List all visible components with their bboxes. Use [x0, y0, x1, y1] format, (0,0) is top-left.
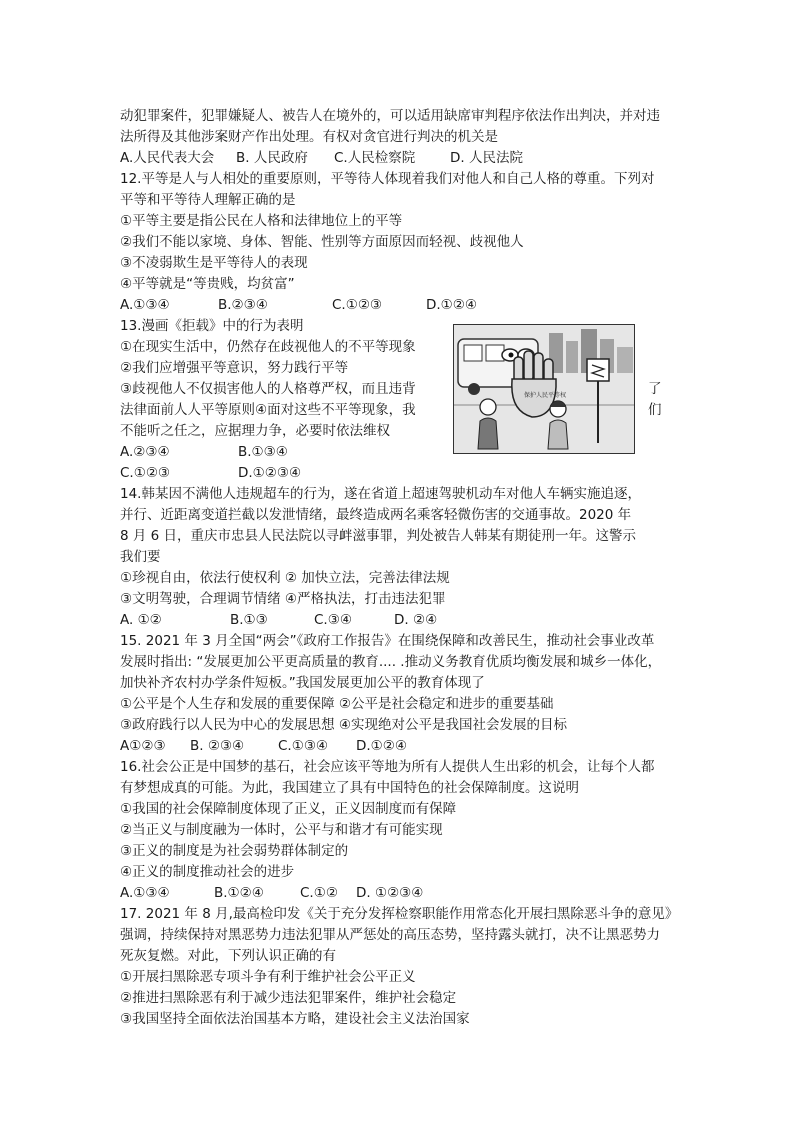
q16-option-b: B.①②④: [214, 885, 264, 901]
q14-line-4: 我们要: [120, 549, 161, 565]
q12-item-3: ③不凌弱欺生是平等待人的表现: [120, 255, 308, 271]
q17-line-1: 17. 2021 年 8 月,最高检印发《关于充分发挥检察职能作用常态化开展扫黑除恶斗争的意见》: [120, 906, 679, 922]
q16-item-4: ④正义的制度推动社会的进步: [120, 864, 295, 880]
q15-item-2: ③政府践行以人民为中心的发展思想 ④实现绝对公平是我国社会发展的目标: [120, 717, 567, 733]
q13-option-b: B.①③④: [238, 444, 288, 460]
q16-line-2: 有梦想成真的可能。为此，我国建立了具有中国特色的社会保障制度。这说明: [120, 780, 579, 796]
q15-option-c: C.①③④: [278, 738, 329, 754]
q12-option-c: C.①②③: [332, 297, 383, 313]
q15-item-1: ①公平是个人生存和发展的重要保障 ②公平是社会稳定和进步的重要基础: [120, 696, 554, 712]
q11-option-a: A.人民代表大会: [120, 150, 215, 166]
q13-item-3-e: 不能听之任之，应据理力争，必要时依法维权: [120, 423, 390, 439]
q12-stem-1: 12.平等是人与人相处的重要原则，平等待人体现着我们对他人和自己人格的尊重。下列对: [120, 171, 655, 187]
q11-option-c: C.人民检察院: [334, 150, 416, 166]
q15-options: [120, 736, 407, 756]
q13-item-1: ①在现实生活中，仍然存在歧视他人的不平等现象: [120, 339, 416, 355]
q11-line-2: 法所得及其他涉案财产作出处理。有权对贪官进行判决的机关是: [120, 129, 498, 145]
q15-line-3: 加快补齐农村办学条件短板。”我国发展更加公平的教育体现了: [120, 675, 485, 691]
q14-line-1: 14.韩某因不满他人违规超车的行为，遂在省道上超速驾驶机动车对他人车辆实施追逐，: [120, 486, 641, 502]
q12-option-a: A.①③④: [120, 297, 170, 313]
q13-options-row-1: [120, 442, 288, 462]
q15-line-2: 发展时指出: “发展更加公平更高质量的教育.... .推动义务教育优质均衡发展和城乡一体化，: [120, 654, 662, 670]
q15-option-b: B. ②③④: [190, 738, 245, 754]
q13-option-c: C.①②③: [120, 465, 171, 481]
q13-item-3-b: 了: [648, 381, 662, 397]
q11-option-d: D. 人民法院: [450, 150, 523, 166]
q17-line-2: 强调，持续保持对黑恶势力违法犯罪从严惩处的高压态势，坚持露头就打，决不让黑恶势力: [120, 927, 660, 943]
q16-item-1: ①我国的社会保障制度体现了正义，正义因制度而有保障: [120, 801, 457, 817]
cartoon-refusal: [453, 324, 635, 454]
q12-stem-2: 平等和平等待人理解正确的是: [120, 192, 296, 208]
q16-option-a: A.①③④: [120, 885, 170, 901]
q16-options: [120, 883, 423, 903]
q16-option-c: C.①②: [300, 885, 338, 901]
q17-item-3: ③我国坚持全面依法治国基本方略，建设社会主义法治国家: [120, 1011, 470, 1027]
q13-option-a: A.②③④: [120, 444, 170, 460]
cartoon-illustration: [454, 325, 635, 454]
cartoon-sign-text: 保护人民平等权: [524, 392, 567, 399]
q16-option-d: D. ①②③④: [356, 885, 424, 901]
q15-option-d: D.①②④: [356, 738, 407, 754]
q14-item-2: ③文明驾驶，合理调节情绪 ④严格执法，打击违法犯罪: [120, 591, 446, 607]
q16-line-1: 16.社会公正是中国梦的基石，社会应该平等地为所有人提供人生出彩的机会，让每个人都: [120, 759, 655, 775]
q13-option-d: D.①②③④: [238, 465, 302, 481]
q14-option-a: A. ①②: [120, 612, 162, 628]
q15-option-a: A①②③: [120, 738, 166, 754]
q12-item-1: ①平等主要是指公民在人格和法律地位上的平等: [120, 213, 403, 229]
q16-item-2: ②当正义与制度融为一体时，公平与和谐才有可能实现: [120, 822, 443, 838]
q14-option-b: B.①③: [230, 612, 268, 628]
q11-option-b: B. 人民政府: [236, 150, 308, 166]
q14-options: [120, 610, 437, 630]
q15-line-1: 15. 2021 年 3 月全国“两会”《政府工作报告》在围绕保障和改善民生，推动社会事业改革: [120, 633, 655, 649]
q17-item-2: ②推进扫黑除恶有利于减少违法犯罪案件，维护社会稳定: [120, 990, 457, 1006]
q16-item-3: ③正义的制度是为社会弱势群体制定的: [120, 843, 349, 859]
q11-line-1: 动犯罪案件，犯罪嫌疑人、被告人在境外的，可以适用缺席审判程序依法作出判决，并对违: [120, 108, 660, 124]
q17-line-3: 死灰复燃。对此，下列认识正确的有: [120, 948, 336, 964]
q12-option-b: B.②③④: [218, 297, 268, 313]
q13-item-3-a: ③歧视他人不仅损害他人的人格尊严权，而且违背: [120, 381, 416, 397]
q12-option-d: D.①②④: [426, 297, 477, 313]
q17-item-1: ①开展扫黑除恶专项斗争有利于维护社会公平正义: [120, 969, 416, 985]
q12-options: [120, 295, 477, 315]
q14-line-3: 8 月 6 日，重庆市忠县人民法院以寻衅滋事罪，判处被告人韩某有期徒刑一年。这警示: [120, 528, 637, 544]
q14-item-1: ①珍视自由，依法行使权利 ② 加快立法，完善法律法规: [120, 570, 450, 586]
q14-option-c: C.③④: [314, 612, 352, 628]
q13-item-3-d: 们: [648, 402, 662, 418]
q13-stem: 13.漫画《拒载》中的行为表明: [120, 318, 304, 334]
q12-item-2: ②我们不能以家境、身体、智能、性别等方面原因而轻视、歧视他人: [120, 234, 524, 250]
q13-options-row-2: [120, 463, 301, 483]
q14-option-d: D. ②④: [394, 612, 438, 628]
q12-item-4: ④平等就是“等贵贱，均贫富”: [120, 276, 295, 292]
q13-item-3-c: 法律面前人人平等原则④面对这些不平等现象，我: [120, 402, 416, 418]
q13-item-2: ②我们应增强平等意识，努力践行平等: [120, 360, 349, 376]
q11-options: [120, 148, 523, 168]
q14-line-2: 并行、近距离变道拦截以发泄情绪，最终造成两名乘客轻微伤害的交通事故。2020 年: [120, 507, 632, 523]
